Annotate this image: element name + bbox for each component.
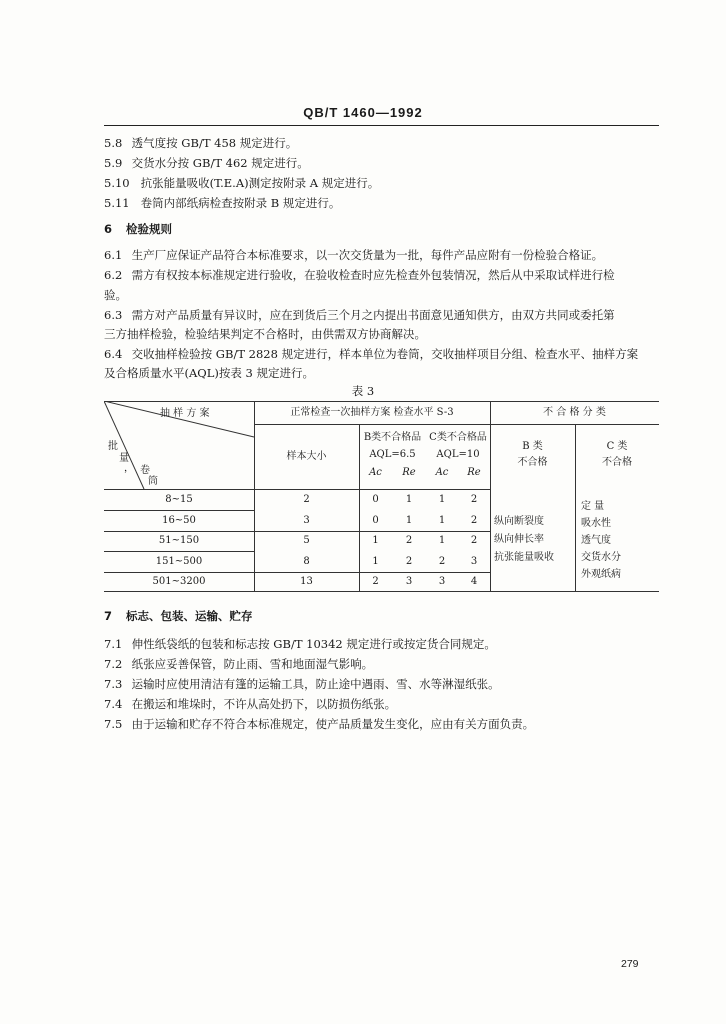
clause-text: 在搬运和堆垛时，不许从高处扔下，以防损伤纸张。 — [131, 697, 397, 711]
c-ac: 1 — [438, 515, 446, 526]
clause-7-4 — [104, 697, 396, 712]
col-header-c-class: C 类 — [606, 441, 628, 452]
clause-text: 交收抽样检验按 GB/T 2828 规定进行，样本单位为卷筒，交收抽样项目分组、检查水平、抽样方案 — [131, 347, 639, 361]
table-rule — [104, 551, 254, 552]
b-ac: 1 — [372, 535, 379, 546]
col-header-ac: Ac — [435, 467, 449, 478]
table-rule — [104, 572, 490, 573]
b-ac: 0 — [372, 494, 379, 505]
clause-7-1 — [104, 637, 496, 652]
c-class-item: 吸水性 — [581, 518, 611, 529]
clause-number: 6.2 — [104, 268, 123, 282]
sampling-table — [104, 401, 659, 591]
clause-6-3 — [104, 308, 615, 323]
clause-number: 5.8 — [104, 136, 123, 150]
c-class-item: 外观纸病 — [581, 569, 621, 580]
b-class-item: 纵向断裂度 — [494, 516, 544, 527]
b-re: 1 — [405, 515, 413, 526]
c-ac: 2 — [438, 556, 446, 567]
header-rule — [104, 125, 659, 126]
clause-number: 5.10 — [104, 176, 130, 190]
col-header-b-class: B 类 — [522, 441, 543, 452]
sample-size: 8 — [303, 556, 310, 567]
c-re: 2 — [470, 535, 478, 546]
diag-header-lot: ， — [124, 463, 134, 474]
clause-text: 生产厂应保证产品符合本标准要求，以一次交货量为一批，每件产品应附有一份检验合格证。 — [131, 248, 604, 262]
col-header-re: Re — [402, 467, 416, 478]
b-re: 1 — [405, 494, 413, 505]
col-header-ac: Ac — [369, 467, 382, 478]
diag-header-roll: 卷 — [140, 465, 150, 476]
table-rule — [490, 401, 491, 591]
col-header-b-aql: AQL=6.5 — [369, 449, 416, 460]
clause-text: 抗张能量吸收(T.E.A)测定按附录 A 规定进行。 — [140, 176, 380, 190]
clause-text: 交货水分按 GB/T 462 规定进行。 — [131, 156, 309, 170]
table-caption: 表 3 — [351, 384, 375, 398]
clause-text: 运输时应使用清洁有篷的运输工具，防止途中遇雨、雪、水等淋湿纸张。 — [131, 677, 500, 691]
clause-number: 5.9 — [104, 156, 123, 170]
b-re: 2 — [405, 556, 413, 567]
section-7-heading — [104, 609, 253, 624]
clause-6-4 — [104, 347, 638, 362]
diag-header-lot: 批 — [108, 441, 118, 452]
c-re: 2 — [470, 515, 478, 526]
clause-number: 6.1 — [104, 248, 123, 262]
c-class-item: 交货水分 — [581, 552, 621, 563]
lot-size: 8~15 — [165, 494, 193, 505]
sample-size: 13 — [300, 576, 313, 587]
clause-5-8 — [104, 136, 297, 151]
section-6-heading — [104, 222, 172, 237]
group-header-nonconformity: 不 合 格 分 类 — [543, 407, 606, 418]
clause-6-3-cont: 三方抽样检验，检验结果判定不合格时，由供需双方协商解决。 — [104, 327, 426, 341]
lot-size: 501~3200 — [152, 576, 206, 587]
table-bottom-rule — [104, 591, 659, 592]
clause-6-2 — [104, 268, 615, 283]
b-ac: 1 — [372, 556, 379, 567]
clause-number: 7.2 — [104, 657, 123, 671]
clause-text: 伸性纸袋纸的包装和标志按 GB/T 10342 规定进行或按定货合同规定。 — [131, 637, 496, 651]
clause-number: 7.5 — [104, 717, 123, 731]
col-header-c-class: 不合格 — [602, 457, 632, 468]
clause-7-3 — [104, 677, 500, 692]
clause-number: 7.4 — [104, 697, 123, 711]
diag-header-roll: 筒 — [148, 476, 158, 487]
lot-size: 51~150 — [158, 535, 200, 546]
clause-text: 纸张应妥善保管，防止雨、雪和地面湿气影响。 — [131, 657, 374, 671]
section-title: 检验规则 — [126, 222, 173, 236]
b-class-item: 纵向伸长率 — [494, 534, 544, 545]
clause-text: 卷筒内部纸病检查按附录 B 规定进行。 — [140, 196, 341, 210]
clause-7-5 — [104, 717, 534, 732]
c-ac: 3 — [438, 576, 446, 587]
clause-text: 由于运输和贮存不符合本标准规定，使产品质量发生变化，应由有关方面负责。 — [131, 717, 535, 731]
b-ac: 0 — [372, 515, 379, 526]
c-re: 3 — [470, 556, 478, 567]
clause-6-2-cont: 验。 — [104, 288, 127, 302]
b-ac: 2 — [372, 576, 379, 587]
clause-7-2 — [104, 657, 373, 672]
col-header-c-aql: AQL=10 — [436, 449, 480, 460]
c-re: 2 — [470, 494, 478, 505]
c-class-item: 定 量 — [581, 501, 605, 512]
document-header: QB/T 1460—1992 — [303, 105, 423, 120]
b-class-item: 抗张能量吸收 — [494, 552, 554, 563]
section-number: 7 — [104, 609, 113, 623]
group-header-sampling: 正常检查一次抽样方案 检查水平 S-3 — [290, 407, 454, 418]
col-header-c: C类不合格品 — [429, 432, 487, 443]
clause-text: 需方有权按本标准规定进行验收，在验收检查时应先检查外包装情况，然后从中采取试样进行检 — [131, 268, 615, 282]
table-rule — [104, 510, 254, 511]
clause-text: 需方对产品质量有异议时，应在到货后三个月之内提出书面意见通知供方，由双方共同或委托第 — [131, 308, 615, 322]
section-title: 标志、包装、运输、贮存 — [126, 609, 253, 623]
sample-size: 2 — [303, 494, 310, 505]
clause-number: 5.11 — [104, 196, 130, 210]
c-ac: 1 — [438, 494, 446, 505]
c-class-item: 透气度 — [581, 535, 611, 546]
sample-size: 5 — [303, 535, 310, 546]
clause-5-9 — [104, 156, 309, 171]
c-ac: 1 — [438, 535, 446, 546]
col-header-b-class: 不合格 — [517, 457, 548, 468]
sample-size: 3 — [303, 515, 310, 526]
clause-number: 6.3 — [104, 308, 123, 322]
table-rule — [254, 424, 659, 425]
section-number: 6 — [104, 222, 113, 236]
clause-6-4-cont: 及合格质量水平(AQL)按表 3 规定进行。 — [104, 366, 314, 380]
clause-number: 6.4 — [104, 347, 123, 361]
page-number: 279 — [621, 958, 639, 970]
clause-text: 透气度按 GB/T 458 规定进行。 — [131, 136, 298, 150]
clause-number: 7.1 — [104, 637, 123, 651]
col-header-b: B类不合格品 — [363, 432, 422, 443]
lot-size: 16~50 — [162, 515, 196, 526]
table-rule — [104, 531, 490, 532]
diag-header-lot: 量 — [119, 453, 129, 464]
col-header-sample-size: 样本大小 — [286, 451, 327, 462]
diag-header-scheme: 抽 样 方 案 — [160, 408, 210, 419]
b-re: 2 — [405, 535, 413, 546]
clause-5-10 — [104, 176, 379, 191]
clause-6-1 — [104, 248, 603, 263]
c-re: 4 — [470, 576, 478, 587]
col-header-re: Re — [467, 467, 481, 478]
b-re: 3 — [405, 576, 413, 587]
lot-size: 151~500 — [155, 556, 203, 567]
clause-number: 7.3 — [104, 677, 123, 691]
clause-5-11 — [104, 196, 340, 211]
